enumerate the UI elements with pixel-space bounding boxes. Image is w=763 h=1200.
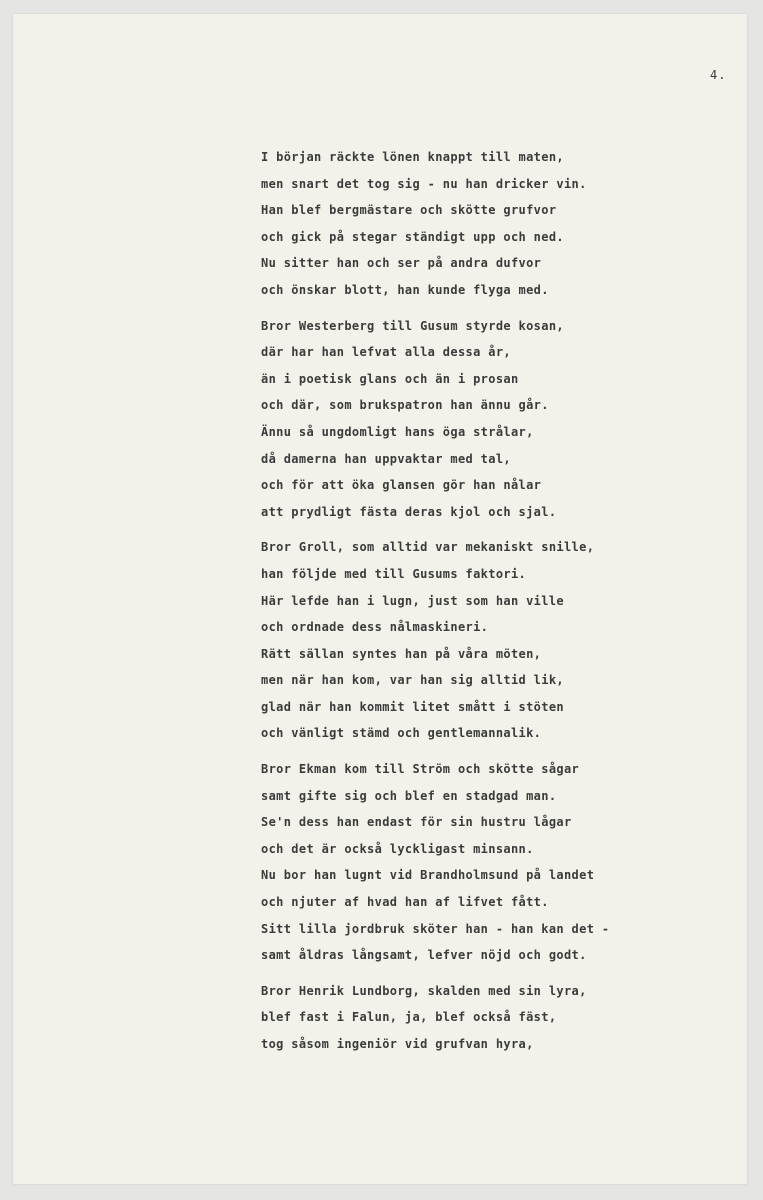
poem-line: Han blef bergmästare och skötte grufvor [261, 203, 557, 218]
stanza [261, 144, 681, 304]
poem-line: och gick på stegar ständigt upp och ned. [261, 229, 564, 244]
poem-line: samt gifte sig och blef en stadgad man. [261, 788, 557, 803]
poem-line: än i poetisk glans och än i prosan [261, 371, 519, 386]
poem-line: då damerna han uppvaktar med tal, [261, 451, 511, 466]
poem-line: och det är också lyckligast minsann. [261, 841, 534, 856]
poem-line: och ordnade dess nålmaskineri. [261, 620, 489, 635]
poem-line: och önskar blott, han kunde flyga med. [261, 282, 549, 297]
poem-line: Nu sitter han och ser på andra dufvor [261, 256, 542, 271]
poem-line: Bror Ekman kom till Ström och skötte sågar [261, 762, 580, 777]
poem-line: Sitt lilla jordbruk sköter han - han kan det - [261, 921, 610, 936]
poem-line: Rätt sällan syntes han på våra möten, [261, 646, 542, 661]
poem-line: glad när han kommit litet smått i stöten [261, 699, 564, 714]
stanza [261, 756, 681, 969]
poem-line: Bror Henrik Lundborg, skalden med sin lyra, [261, 983, 587, 998]
poem-line: men snart det tog sig - nu han dricker vin. [261, 176, 587, 191]
poem-text [261, 144, 681, 1058]
poem-line: blef fast i Falun, ja, blef också fäst, [261, 1010, 557, 1025]
stanza [261, 978, 681, 1058]
poem-line: Bror Westerberg till Gusum styrde kosan, [261, 318, 564, 333]
poem-line: och vänligt stämd och gentlemannalik. [261, 726, 542, 741]
poem-line: och för att öka glansen gör han nålar [261, 478, 542, 493]
poem-line: I början räckte lönen knappt till maten, [261, 150, 564, 164]
typewritten-page [13, 14, 747, 1184]
poem-line: där har han lefvat alla dessa år, [261, 345, 511, 360]
poem-line: Se'n dess han endast för sin hustru lågar [261, 815, 572, 830]
stanza [261, 534, 681, 747]
poem-line: men när han kom, var han sig alltid lik, [261, 673, 564, 688]
poem-line: tog såsom ingeniör vid grufvan hyra, [261, 1037, 534, 1051]
stanza [261, 313, 681, 526]
poem-line: och där, som brukspatron han ännu går. [261, 398, 549, 413]
poem-line: han följde med till Gusums faktori. [261, 566, 527, 581]
poem-line: Nu bor han lugnt vid Brandholmsund på landet [261, 868, 595, 883]
poem-line: att prydligt fästa deras kjol och sjal. [261, 504, 557, 519]
poem-line: och njuter af hvad han af lifvet fått. [261, 895, 549, 910]
page-number: 4. [710, 68, 727, 82]
poem-line: Bror Groll, som alltid var mekaniskt snille, [261, 540, 595, 555]
poem-line: Ännu så ungdomligt hans öga strålar, [261, 424, 534, 439]
poem-line: samt åldras långsamt, lefver nöjd och godt. [261, 948, 587, 963]
poem-line: Här lefde han i lugn, just som han ville [261, 593, 564, 608]
